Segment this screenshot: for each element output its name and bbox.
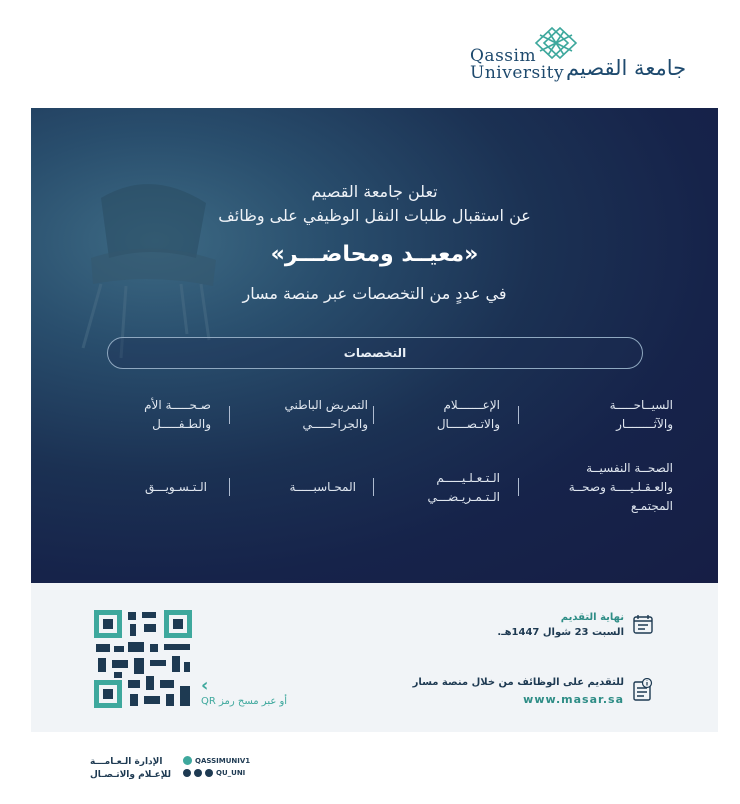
apply-url-link[interactable]: www.masar.sa xyxy=(523,693,624,706)
specialization-item: الـتـعـلـيـــــم الـتـمـريـضـــي xyxy=(427,471,500,504)
qr-caption: أو عبر مسح رمز QR xyxy=(201,696,288,707)
qr-code[interactable] xyxy=(94,610,192,708)
instagram-icon xyxy=(183,769,191,777)
social-handle-text: QASSIMUNIV1 xyxy=(195,756,251,765)
apply-label: للتقديم على الوظائف من خلال منصة مسار xyxy=(412,677,624,688)
announcement-headline: «معيــد ومحاضـــر» xyxy=(270,242,479,267)
specialization-item: المحـاسبـــــة xyxy=(289,480,356,494)
calendar-icon xyxy=(632,613,654,635)
chevron-left-icon: ‹ xyxy=(201,675,209,696)
logo-en-line1: Qassim xyxy=(470,46,537,66)
separator xyxy=(373,406,374,424)
specialization-item: الإعـــــــلام والاتـصـــــال xyxy=(436,398,500,431)
separator xyxy=(518,406,519,424)
separator xyxy=(373,478,374,496)
specialization-item: السيــاحـــــة والآثــــــــار xyxy=(609,398,673,431)
separator xyxy=(518,478,519,496)
separator xyxy=(229,406,230,424)
separator xyxy=(229,478,230,496)
logo-en-line2: University xyxy=(470,63,565,83)
specialization-item: صـحـــــة الأم والطـفـــــل xyxy=(144,398,211,431)
announcement-line1: تعلن جامعة القصيم xyxy=(311,182,438,201)
university-logo xyxy=(470,26,687,88)
specializations-title: التخصصات xyxy=(107,337,643,369)
application-info-panel xyxy=(31,583,718,732)
specialization-item: التمريض الباطني والجراحـــــي xyxy=(284,398,368,431)
announcement-line3: في عددٍ من التخصصات عبر منصة مسار xyxy=(242,284,507,303)
lattice-logo-icon xyxy=(532,26,580,60)
social-handle-text: QU_UNI xyxy=(216,769,246,777)
snapchat-icon xyxy=(205,769,213,777)
deadline-label: نهاية التقديم xyxy=(560,612,624,623)
deadline-date: السبت 23 شوال 1447هـ. xyxy=(497,627,624,638)
specialization-item: الصحــة النفسيــة والعـقـلـيــــة وصحــة المجتمـع xyxy=(568,461,673,513)
announcement-banner xyxy=(31,108,718,583)
footer-org-line1: الإدارة الـعـامـــة xyxy=(90,757,163,767)
footer-org-line2: للإعـلام والاتـصـال xyxy=(90,770,171,780)
announcement-line2: عن استقبال طلبات النقل الوظيفي على وظائف xyxy=(218,206,531,225)
x-social-icon xyxy=(183,756,192,765)
logo-arabic: جامعة القصيم xyxy=(566,56,687,80)
specialization-item: الـتـسـويـــق xyxy=(145,480,207,494)
youtube-icon xyxy=(194,769,202,777)
social-handle-1[interactable] xyxy=(183,756,250,765)
document-info-icon xyxy=(632,678,654,702)
social-handle-2[interactable] xyxy=(183,769,245,777)
